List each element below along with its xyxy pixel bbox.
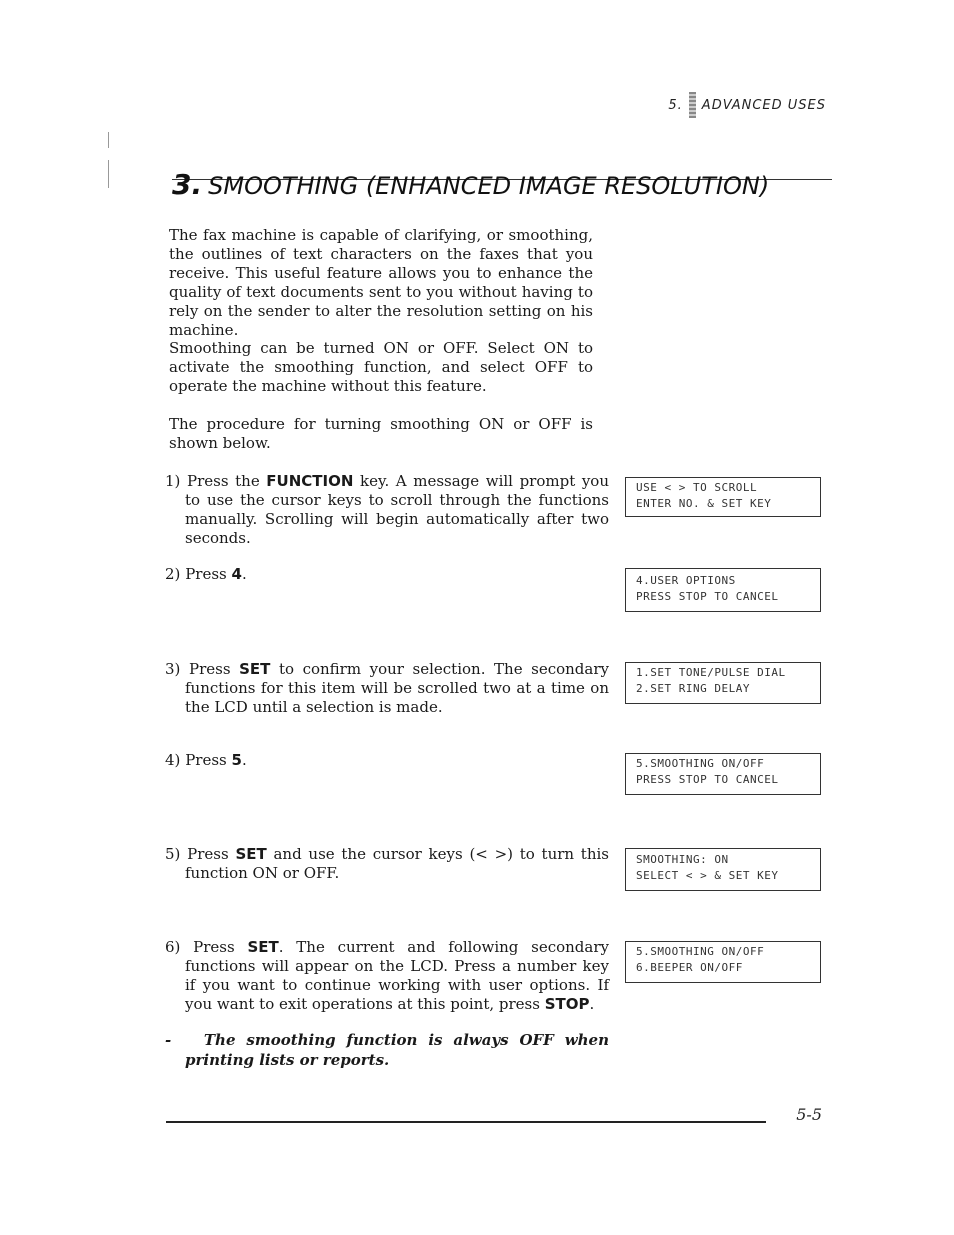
lcd-line-1: 4.USER OPTIONS [636,574,736,587]
lcd-line-2: PRESS STOP TO CANCEL [636,590,779,603]
title-text: SMOOTHING (ENHANCED IMAGE RESOLUTION) [208,172,770,200]
lcd-display [625,568,821,612]
footer-rule [166,1121,766,1123]
procedure-paragraph: The procedure for turning smoothing ON or OFF is shown below. [169,415,593,452]
section-name: ADVANCED USES [701,97,826,113]
lcd-line-2: ENTER NO. & SET KEY [636,497,772,510]
note-text: The smoothing function is always OFF when printing lists or reports. [185,1031,609,1069]
step-5: 5) Press SET and use the cursor keys (< >) to turn this function ON or OFF. [165,845,609,882]
chapter-number: 5. [668,97,683,113]
smoothing-note [165,1030,609,1070]
running-head [668,92,826,118]
lcd-line-2: PRESS STOP TO CANCEL [636,773,779,786]
chapter-tab-mark [689,92,696,118]
note-dash: - [165,1031,172,1049]
intro-paragraph: The fax machine is capable of clarifying, or smoothing, the outlines of text characters on the faxes that you receive. This useful feature allows you to enhance the quality of text documents sent to you without having to rely on the sender to alter the resolution setting on his machine. [169,226,593,339]
step-4: 4) Press 5. [165,751,247,769]
lcd-line-2: SELECT < > & SET KEY [636,869,779,882]
key-stop: STOP [544,995,590,1013]
lcd-line-1: SMOOTHING: ON [636,853,729,866]
lcd-line-2: 6.BEEPER ON/OFF [636,961,743,974]
lcd-display [625,753,821,795]
margin-mark [108,160,109,188]
on-off-paragraph: Smoothing can be turned ON or OFF. Select ON to activate the smoothing function, and select OFF to operate the machine without this feature. [169,339,593,395]
lcd-display [625,848,821,891]
lcd-line-1: 1.SET TONE/PULSE DIAL [636,666,786,679]
page-number: 5-5 [796,1105,822,1124]
margin-mark [108,132,109,148]
step-6: 6) Press SET. The current and following secondary functions will appear on the LCD. Press a number key if you want to continue working with user options. If you want to exit operations at this point, press STOP. [165,938,609,1013]
step-1: 1) Press the FUNCTION key. A message will prompt you to use the cursor keys to scroll through the functions manually. Scrolling will begin automatically after two seconds. [165,472,609,547]
lcd-line-1: 5.SMOOTHING ON/OFF [636,945,765,958]
key-set: SET [239,660,271,678]
lcd-display [625,662,821,704]
lcd-line-2: 2.SET RING DELAY [636,682,750,695]
lcd-line-1: 5.SMOOTHING ON/OFF [636,757,765,770]
key-4: 4 [231,565,242,583]
lcd-display [625,477,821,517]
step-3: 3) Press SET to confirm your selection. The secondary functions for this item will be scrolled two at a time on the LCD until a selection is made. [165,660,609,716]
page-title [172,168,769,201]
lcd-line-1: USE < > TO SCROLL [636,481,758,494]
key-set: SET [235,845,267,863]
step-2: 2) Press 4. [165,565,247,583]
title-number: 3. [172,168,203,201]
key-5: 5 [231,751,242,769]
key-set: SET [247,938,279,956]
key-function: FUNCTION [266,472,354,490]
lcd-display [625,941,821,983]
